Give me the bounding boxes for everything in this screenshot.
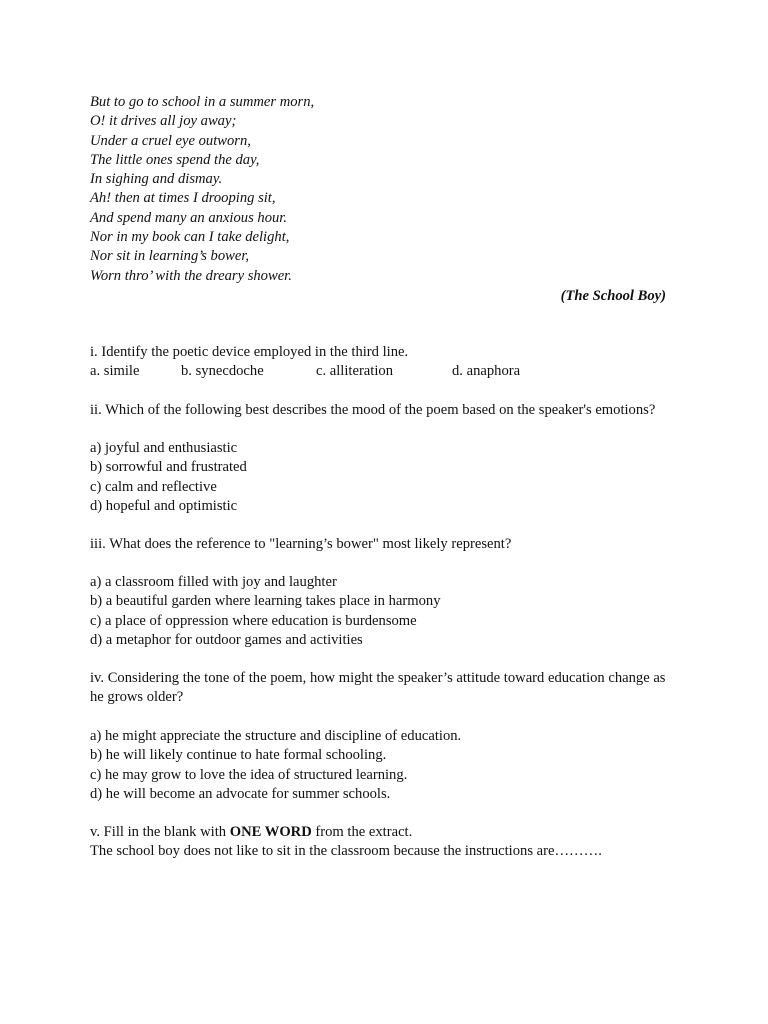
question-text: i. Identify the poetic device employed in the third line. bbox=[90, 344, 409, 360]
poem-line: The little ones spend the day, bbox=[90, 151, 260, 168]
question-text bbox=[90, 823, 690, 842]
poem-line: Worn thro’ with the dreary shower. bbox=[90, 267, 292, 284]
option-d: d) a metaphor for outdoor games and activities bbox=[90, 631, 363, 648]
poem-line: In sighing and dismay. bbox=[90, 171, 223, 188]
question-3-options bbox=[90, 573, 690, 650]
poem-attribution: (The School Boy) bbox=[560, 288, 666, 304]
question-4 bbox=[90, 669, 690, 708]
poem-line: Nor in my book can I take delight, bbox=[90, 229, 290, 246]
option-a: a) joyful and enthusiastic bbox=[90, 440, 238, 456]
option-a: a) a classroom filled with joy and laughter bbox=[90, 574, 337, 590]
question-prefix: v. Fill in the blank with bbox=[90, 824, 230, 840]
option-a: a) he might appreciate the structure and discipline of education. bbox=[90, 728, 462, 744]
option-b: b) sorrowful and frustrated bbox=[90, 459, 247, 476]
poem-line: Nor sit in learning’s bower, bbox=[90, 248, 250, 265]
fill-blank-sentence: The school boy does not like to sit in the classroom because the instructions are………. bbox=[90, 843, 602, 860]
poem-line: And spend many an anxious hour. bbox=[90, 209, 288, 226]
question-options bbox=[90, 362, 690, 381]
option-a: a. simile bbox=[90, 363, 140, 380]
option-b: b) a beautiful garden where learning takes place in harmony bbox=[90, 593, 441, 610]
question-2 bbox=[90, 401, 690, 420]
option-b: b. synecdoche bbox=[181, 363, 264, 380]
option-c: c) he may grow to love the idea of structured learning. bbox=[90, 766, 408, 783]
option-c: c) a place of oppression where education is burdensome bbox=[90, 612, 417, 629]
question-text: iv. Considering the tone of the poem, how might the speaker’s attitude toward education change as he grows older? bbox=[90, 670, 666, 706]
option-d: d) he will become an advocate for summer schools. bbox=[90, 785, 391, 802]
option-c: c) calm and reflective bbox=[90, 478, 217, 495]
question-2-options bbox=[90, 439, 690, 516]
question-text: iii. What does the reference to "learning’s bower" most likely represent? bbox=[90, 536, 512, 552]
option-c: c. alliteration bbox=[316, 363, 393, 380]
poem-extract bbox=[90, 93, 690, 304]
question-4-options bbox=[90, 727, 690, 804]
question-suffix: from the extract. bbox=[311, 824, 413, 840]
question-3 bbox=[90, 535, 690, 554]
poem-line: O! it drives all joy away; bbox=[90, 113, 237, 130]
question-1 bbox=[90, 343, 690, 382]
poem-line: Under a cruel eye outworn, bbox=[90, 132, 251, 149]
question-5 bbox=[90, 823, 690, 862]
option-d: d) hopeful and optimistic bbox=[90, 497, 238, 514]
poem-line: Ah! then at times I drooping sit, bbox=[90, 190, 276, 207]
emphasis-text: ONE WORD bbox=[229, 824, 312, 840]
question-text: ii. Which of the following best describes the mood of the poem based on the speaker's emotions? bbox=[90, 402, 656, 418]
poem-line: But to go to school in a summer morn, bbox=[90, 94, 315, 110]
option-b: b) he will likely continue to hate formal schooling. bbox=[90, 747, 387, 764]
option-d: d. anaphora bbox=[452, 363, 521, 380]
